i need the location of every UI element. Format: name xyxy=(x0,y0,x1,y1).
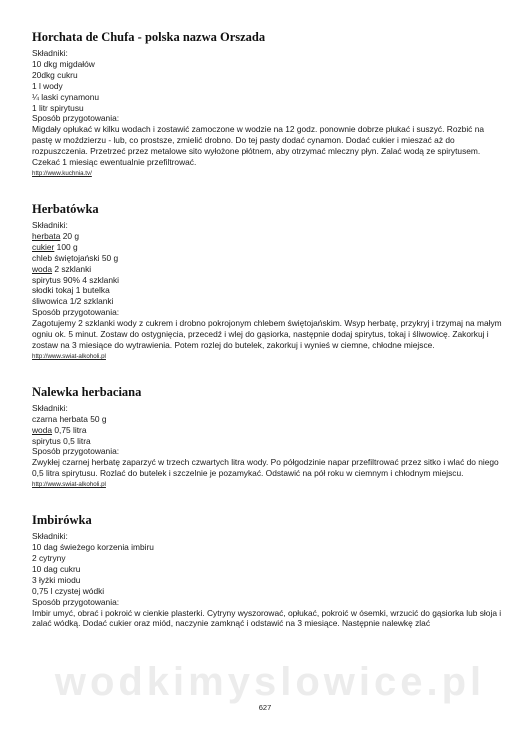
ingredients-label: Składniki: xyxy=(32,48,68,58)
ingredient-item: cukier 100 g xyxy=(32,241,78,252)
recipe-title: Nalewka herbaciana xyxy=(32,384,142,399)
ingredient-item: 10 dkg migdałów xyxy=(32,58,95,69)
method-text: Zagotujemy 2 szklanki wody z cukrem i drobno pokrojonym chlebem świętojańskim. Wsyp herbatę, przykryj i trzymaj na małym ogniu ok. 5 minut. Zostaw do ostygnięcia, przecedź i wlej do gąsiorka, następnie dodaj spirytus, tokaj i śliwowicę. Zakorkuj i zostaw na 3 miesiące do wytrawienia. Potem rozlej do butelek, zakorkuj i wynieś w ciemne, chłodne miejsce. xyxy=(32,318,502,350)
recipe-title: Horchata de Chufa - polska nazwa Orszada xyxy=(32,30,266,44)
watermark: wodkimyslowice.pl xyxy=(54,660,486,704)
ingredient-item: 3 łyżki miodu xyxy=(32,574,81,585)
ingredient-item: 10 dag świeżego korzenia imbiru xyxy=(32,542,154,553)
recipe-title: Herbatówka xyxy=(32,201,99,216)
method-label: Sposób przygotowania: xyxy=(32,446,120,457)
ingredient-item: czarna herbata 50 g xyxy=(32,413,107,424)
recipe-imbirowka xyxy=(32,513,502,629)
ingredient-item: 1 litr spirytusu xyxy=(32,102,84,113)
ingredient-link[interactable]: woda xyxy=(32,424,53,435)
ingredient-item: 10 dag cukru xyxy=(32,563,81,574)
ingredient-item: śliwowica 1/2 szklanki xyxy=(32,296,114,307)
source-link[interactable]: http://www.swiat-alkoholi.pl xyxy=(32,352,106,360)
ingredient-item: 1 l wody xyxy=(32,80,63,91)
method-label: Sposób przygotowania: xyxy=(32,596,120,607)
method-label: Sposób przygotowania: xyxy=(32,113,120,124)
page-content xyxy=(32,30,502,629)
source-link[interactable]: http://www.kuchnia.tv/ xyxy=(32,169,92,177)
ingredient-link[interactable]: woda xyxy=(32,263,53,274)
method-text: Imbir umyć, obrać i pokroić w cienkie plasterki. Cytryny wyszorować, opłukać, pokroić w ósemki, wrzucić do gąsiorka lub słoja i zalać wódką. Dodać cukier oraz miód, naczynie zamknąć i odstawić na 3 miesiące. Następnie nalewkę zlać xyxy=(32,607,502,629)
recipe-herbatowka xyxy=(32,202,502,361)
ingredient-item: chleb świętojański 50 g xyxy=(32,252,119,263)
recipe-title: Imbirówka xyxy=(32,513,92,528)
ingredient-link[interactable]: cukier xyxy=(32,241,55,252)
ingredient-item: 20dkg cukru xyxy=(32,69,78,80)
ingredients-label: Składniki: xyxy=(32,219,68,230)
ingredient-item: herbata 20 g xyxy=(32,230,80,241)
ingredients-label: Składniki: xyxy=(32,402,68,413)
method-text: Zwykłej czarnej herbatę zaparzyć w trzech czwartych litra wody. Po półgodzinie napar przefiltrować przez sitko i wlać do niego 0,5 litra spirytusu. Rozlać do butelek i szczelnie je pozamykać. Odstawić na pół roku w ciemnym i chłodnym miejscu. xyxy=(32,457,499,479)
method-label: Sposób przygotowania: xyxy=(32,307,120,318)
ingredient-item: woda 2 szklanki xyxy=(32,263,92,274)
ingredient-item: spirytus 0,5 litra xyxy=(32,435,91,446)
ingredient-item: 0,75 l czystej wódki xyxy=(32,585,105,596)
ingredient-item: ¼ laski cynamonu xyxy=(32,91,100,102)
ingredient-item: 2 cytryny xyxy=(32,553,66,563)
recipe-nalewka-herbaciana xyxy=(32,385,502,489)
ingredients-label: Składniki: xyxy=(32,531,68,542)
ingredient-item: słodki tokaj 1 butelka xyxy=(32,285,110,296)
ingredient-item: woda 0,75 litra xyxy=(32,424,87,435)
recipe-horchata xyxy=(32,30,502,178)
ingredient-item: spirytus 90% 4 szklanki xyxy=(32,274,120,285)
ingredient-link[interactable]: herbata xyxy=(32,230,61,241)
source-link[interactable]: http://www.swiat-alkoholi.pl xyxy=(32,481,106,489)
method-text: Migdały opłukać w kilku wodach i zostawić zamoczone w wodzie na 12 godz. ponownie dobrze płukać i suszyć. Rozbić na pastę w moździerzu - lub, co prostsze, zmielić drobno. Do tej pasty dodać cynamon. Dodać cukier i mieszać aż do rozpuszczenia. Przetrzeć przez metalowe sito wyłożone płótnem, aby otrzymać mleczny płyn. Zalać wodą ze spirytusem. Czekać 1 miesiąc ewentualnie przefiltrować. xyxy=(32,124,485,168)
page-number: 627 xyxy=(258,703,272,712)
